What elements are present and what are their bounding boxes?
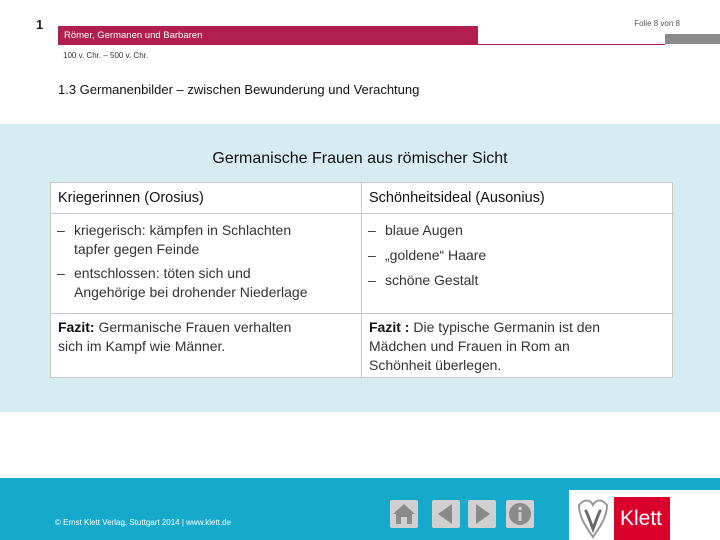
left-column-heading: Kriegerinnen (Orosius) [51,183,361,214]
title-bar-end [665,34,720,44]
title-bar: Römer, Germanen und Barbaren [58,26,478,45]
fazit-line [58,318,353,337]
left-fazit [51,314,361,377]
klett-logo-text: Klett [620,507,663,530]
list-item-text: blaue Augen [385,222,463,238]
list-item [362,221,674,240]
forward-button[interactable] [468,500,496,528]
fazit-label: Fazit: [58,319,95,335]
dash-marker: – [368,247,376,263]
list-item-text: schöne Gestalt [385,272,479,288]
list-item-text: „goldene“ Haare [385,247,487,263]
fazit-text: Die typische Germanin ist den [409,319,601,335]
list-item [51,264,361,302]
right-fazit [362,314,674,377]
subtitle: 100 v. Chr. – 500 v. Chr. [63,51,149,60]
right-column [361,183,674,377]
home-icon [390,500,418,528]
right-column-heading: Schönheitsideal (Ausonius) [362,183,674,214]
table-title: Germanische Frauen aus römischer Sicht [212,150,508,167]
left-column [51,183,361,377]
chapter-number: 1 [36,17,44,32]
comparison-table [50,182,673,378]
fazit-text: Germanische Frauen verhalten [94,319,292,335]
list-item-line: Angehörige bei drohender Niederlage [74,284,308,300]
fazit-line [369,318,666,337]
fazit-line: Mädchen und Frauen in Rom an [369,338,570,354]
right-column-body [362,214,674,314]
list-item-line: kriegerisch: kämpfen in Schlachten [74,222,292,238]
list-item [51,221,361,259]
back-button[interactable] [432,500,460,528]
copyright: © Ernst Klett Verlag, Stuttgart 2014 | www.klett.de [55,518,232,527]
section-heading: 1.3 Germanenbilder – zwischen Bewunderung und Verachtung [58,82,420,97]
fazit-label: Fazit : [369,319,410,335]
title-bar-line [478,44,665,45]
fazit-line: Schönheit überlegen. [369,357,502,373]
forward-arrow-icon [468,500,496,528]
back-arrow-icon [432,500,460,528]
list-item [362,271,674,290]
info-icon [506,500,534,528]
dash-marker: – [57,222,65,238]
list-item [362,246,674,265]
fazit-line: sich im Kampf wie Männer. [58,338,226,354]
klett-tongue-icon [574,497,612,540]
info-button[interactable] [506,500,534,528]
list-item-line: tapfer gegen Feinde [74,241,200,257]
dash-marker: – [368,222,376,238]
dash-marker: – [57,265,65,281]
dash-marker: – [368,272,376,288]
list-item-line: entschlossen: töten sich und [74,265,251,281]
left-column-body [51,214,361,314]
slide-counter: Folie 8 von 8 [634,19,680,28]
home-button[interactable] [390,500,418,528]
